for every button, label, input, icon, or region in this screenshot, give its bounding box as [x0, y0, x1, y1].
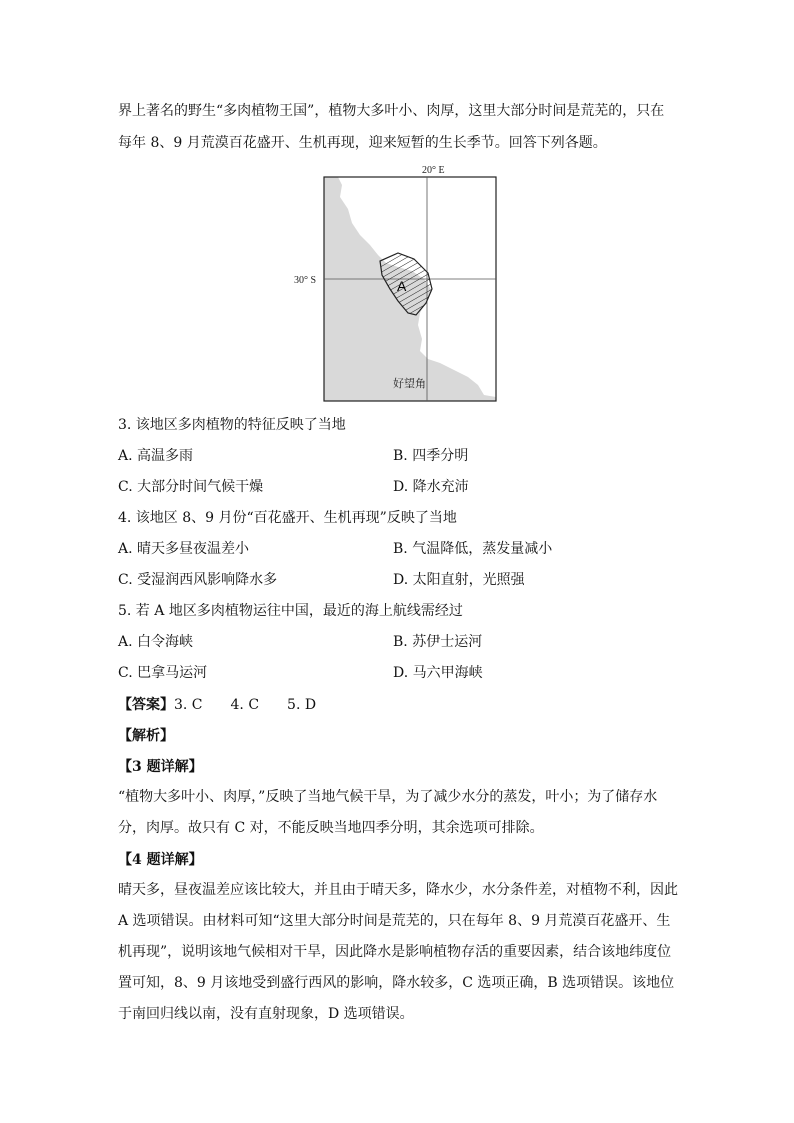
q4-option-a[interactable]: A. 晴天多昼夜温差小: [118, 541, 250, 557]
place-label-cape: 好望角: [393, 377, 426, 390]
q3-option-d[interactable]: D. 降水充沛: [393, 479, 469, 495]
answer-row: [118, 695, 316, 715]
question-5-stem: 5. 若 A 地区多肉植物运往中国，最近的海上航线需经过: [118, 603, 463, 619]
intro-line-1: 界上著名的野生“多肉植物王国”，植物大多叶小、肉厚，这里大部分时间是荒芜的，只在: [118, 103, 665, 119]
detail-3-text: “植物大多叶小、肉厚，”反映了当地气候干旱，为了减少水分的蒸发，叶小；为了储存水分，肉厚。故只有 C 对，不能反映当地四季分明，其余选项可排除。: [118, 789, 658, 836]
q5-option-a[interactable]: A. 白令海峡: [118, 634, 194, 650]
q4-option-c[interactable]: C. 受湿润西风影响降水多: [118, 572, 278, 588]
q5-option-d[interactable]: D. 马六甲海峡: [393, 665, 483, 681]
q5-option-b[interactable]: B. 苏伊士运河: [393, 634, 483, 650]
q3-option-a[interactable]: A. 高温多雨: [118, 448, 194, 464]
lat-label: 30° S: [294, 275, 317, 286]
detail-4-label: 【4 题详解】: [118, 852, 203, 868]
q3-option-b[interactable]: B. 四季分明: [393, 448, 469, 464]
question-4-stem: 4. 该地区 8、9 月份“百花盛开、生机再现”反映了当地: [118, 510, 457, 526]
analysis-label: 【解析】: [118, 728, 174, 744]
intro-line-2: 每年 8、9 月荒漠百花盛开、生机再现，迎来短暂的生长季节。回答下列各题。: [118, 135, 607, 151]
q4-option-d[interactable]: D. 太阳直射，光照强: [393, 572, 525, 588]
answer-label: 【答案】: [118, 697, 174, 713]
detail-3-label: 【3 题详解】: [118, 759, 203, 775]
q4-option-b[interactable]: B. 气温降低，蒸发量减小: [393, 541, 553, 557]
detail-4-text: 晴天多，昼夜温差应该比较大，并且由于晴天多，降水少，水分条件差，对植物不利，因此 A 选项错误。由材料可知“这里大部分时间是荒芜的，只在每年 8、9 月荒漠百花盛开、生机再现”，说明该地气候相对干旱，因此降水是影响植物存活的重要因素，结合该地纬度位置可知，8、9 月该地受到盛行西风的影响，降水较多，C 选项正确，B 选项错误。该地位于南回归线以南，没有直射现象，D 选项错误。: [118, 882, 678, 1022]
q5-option-c[interactable]: C. 巴拿马运河: [118, 665, 208, 681]
answer-text: 3. C 4. C 5. D: [174, 697, 317, 713]
question-3-stem: 3. 该地区多肉植物的特征反映了当地: [118, 417, 346, 433]
map-figure: [290, 163, 510, 403]
q3-option-c[interactable]: C. 大部分时间气候干燥: [118, 479, 264, 495]
lon-label: 20° E: [422, 165, 445, 176]
region-a-label: A: [397, 278, 407, 294]
